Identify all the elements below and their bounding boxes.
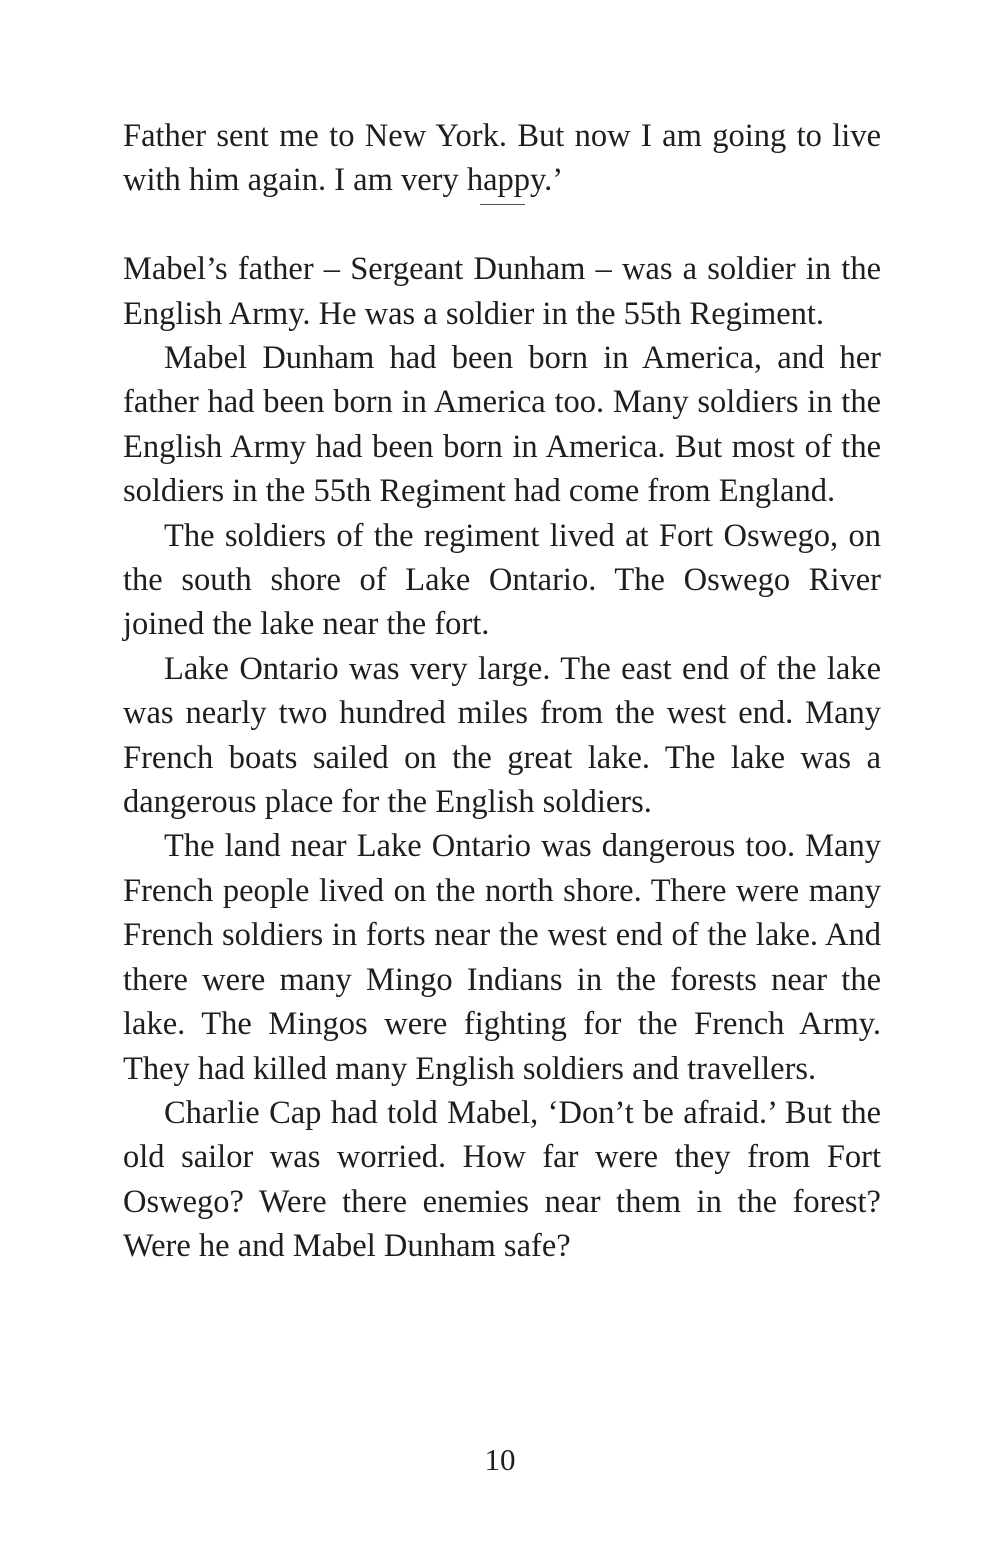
paragraph: The soldiers of the regiment lived at Fort Oswego, on the south shore of Lake Ontario. The Oswego River joined the lake near the fort.	[123, 517, 881, 643]
page-number: 10	[484, 1442, 516, 1477]
paragraph: Father sent me to New York. But now I am going to live with him again. I am very happy.’	[123, 118, 881, 199]
paragraph: Lake Ontario was very large. The east end of the lake was nearly two hundred miles from the west end. Many French boats sailed on the great lake. The lake was a dangerous place for the English soldiers.	[123, 650, 881, 821]
page-body	[123, 114, 881, 1269]
section-divider	[123, 203, 881, 247]
paragraph: The land near Lake Ontario was dangerous too. Many French people lived on the north shore. There were many French soldiers in forts near the west end of the lake. And there were many Mingo Indians in the forests near the lake. The Mingos were fighting for the French Army. They had killed many English soldiers and travellers.	[123, 828, 881, 1087]
divider-rule	[480, 204, 525, 205]
paragraph: Charlie Cap had told Mabel, ‘Don’t be afraid.’ But the old sailor was worried. How far were they from Fort Oswego? Were there enemies near them in the forest? Were he and Mabel Dunham safe?	[123, 1094, 881, 1265]
paragraph: Mabel’s father – Sergeant Dunham – was a soldier in the English Army. He was a soldier in the 55th Regiment.	[123, 251, 881, 332]
paragraph: Mabel Dunham had been born in America, and her father had been born in America too. Many soldiers in the English Army had been born in America. But most of the soldiers in the 55th Regiment had come from England.	[123, 340, 881, 510]
